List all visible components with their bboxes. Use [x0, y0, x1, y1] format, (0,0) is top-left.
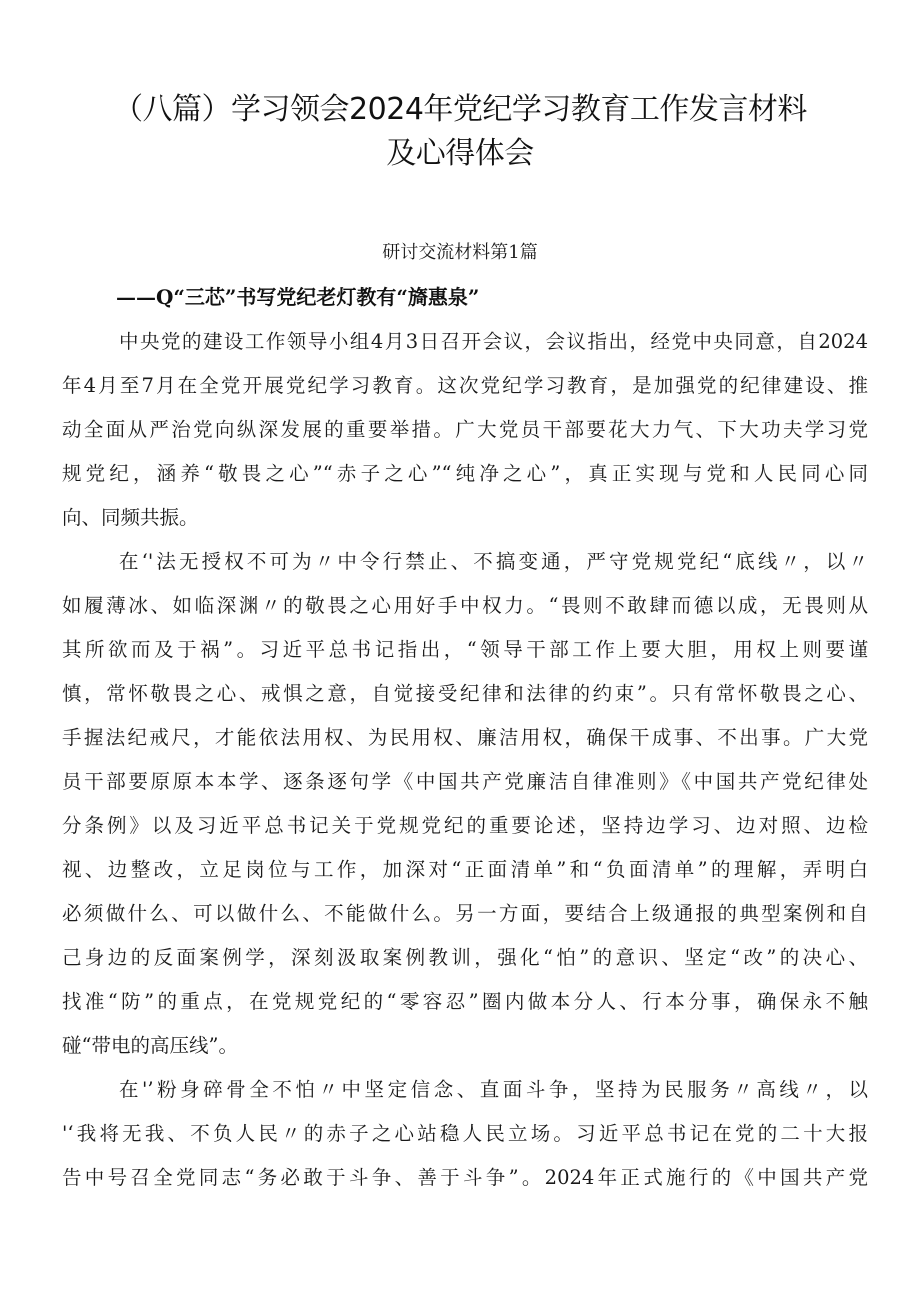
paragraph-2-line: 碰“带电的高压线”。	[62, 1034, 238, 1057]
paragraph-1-line: 向、同频共振。	[62, 506, 199, 529]
paragraph-2-line: 手握法纪戒尺，才能依法用权、为民用权、廉洁用权，确保干成事、不出事。广大党	[62, 726, 868, 749]
paragraph-2-line: 视、边整改，立足岗位与工作，加深对“正面清单”和“负面清单”的理解，弄明白	[62, 858, 868, 881]
paragraph-1-line: 规党纪，涵养“敬畏之心”“赤子之心”“纯净之心”，真正实现与党和人民同心同	[62, 462, 868, 485]
document-title-line-1: （八篇）学习领会2024年党纪学习教育工作发言材料	[113, 92, 807, 127]
section-subtitle: 研讨交流材料第1篇	[382, 242, 538, 263]
paragraph-2-line: 分条例》以及习近平总书记关于党规党纪的重要论述，坚持边学习、边对照、边检	[62, 814, 868, 837]
paragraph-2-line: 员干部要原原本本学、逐条逐句学《中国共产党廉洁自律准则》《中国共产党纪律处	[62, 770, 868, 793]
paragraph-2-line: 己身边的反面案例学，深刻汲取案例教训，强化“怕”的意识、坚定“改”的决心、	[62, 946, 868, 969]
paragraph-3-line: 告中号召全党同志“务必敢于斗争、善于斗争”。2024年正式施行的《中国共产党	[62, 1166, 868, 1189]
paragraph-2-line: 慎，常怀敬畏之心、戒惧之意，自觉接受纪律和法律的约束”。只有常怀敬畏之心、	[62, 682, 868, 705]
paragraph-2-line: 如履薄冰、如临深渊〃的敬畏之心用好手中权力。“畏则不敢肆而德以成，无畏则从	[62, 594, 868, 617]
paragraph-3-line: '‘我将无我、不负人民〃的赤子之心站稳人民立场。习近平总书记在党的二十大报	[62, 1122, 868, 1145]
paragraph-3-line: 在'’粉身碎骨全不怕〃中坚定信念、直面斗争，坚持为民服务〃高线〃，以	[119, 1078, 868, 1101]
paragraph-2-line: 必须做什么、可以做什么、不能做什么。另一方面，要结合上级通报的典型案例和自	[62, 902, 868, 925]
paragraph-1-line: 年4月至7月在全党开展党纪学习教育。这次党纪学习教育，是加强党的纪律建设、推	[62, 374, 868, 397]
document-title-line-2: 及心得体会	[386, 136, 534, 171]
section-tagline: ——Q“三芯”书写党纪老灯教有“旖惠泉”	[116, 285, 480, 309]
paragraph-2-line: 找准“防”的重点，在党规党纪的“零容忍”圈内做本分人、行本分事，确保永不触	[62, 990, 868, 1013]
paragraph-2-line: 其所欲而及于祸”。习近平总书记指出，“领导干部工作上要大胆，用权上则要谨	[62, 638, 868, 661]
paragraph-1-line: 中央党的建设工作领导小组4月3日召开会议，会议指出，经党中央同意，自2024	[119, 330, 868, 353]
paragraph-2-line: 在‘'法无授权不可为〃中令行禁止、不搞变通，严守党规党纪“底线〃，以〃	[119, 550, 868, 573]
paragraph-1-line: 动全面从严治党向纵深发展的重要举措。广大党员干部要花大力气、下大功夫学习党	[62, 418, 868, 441]
